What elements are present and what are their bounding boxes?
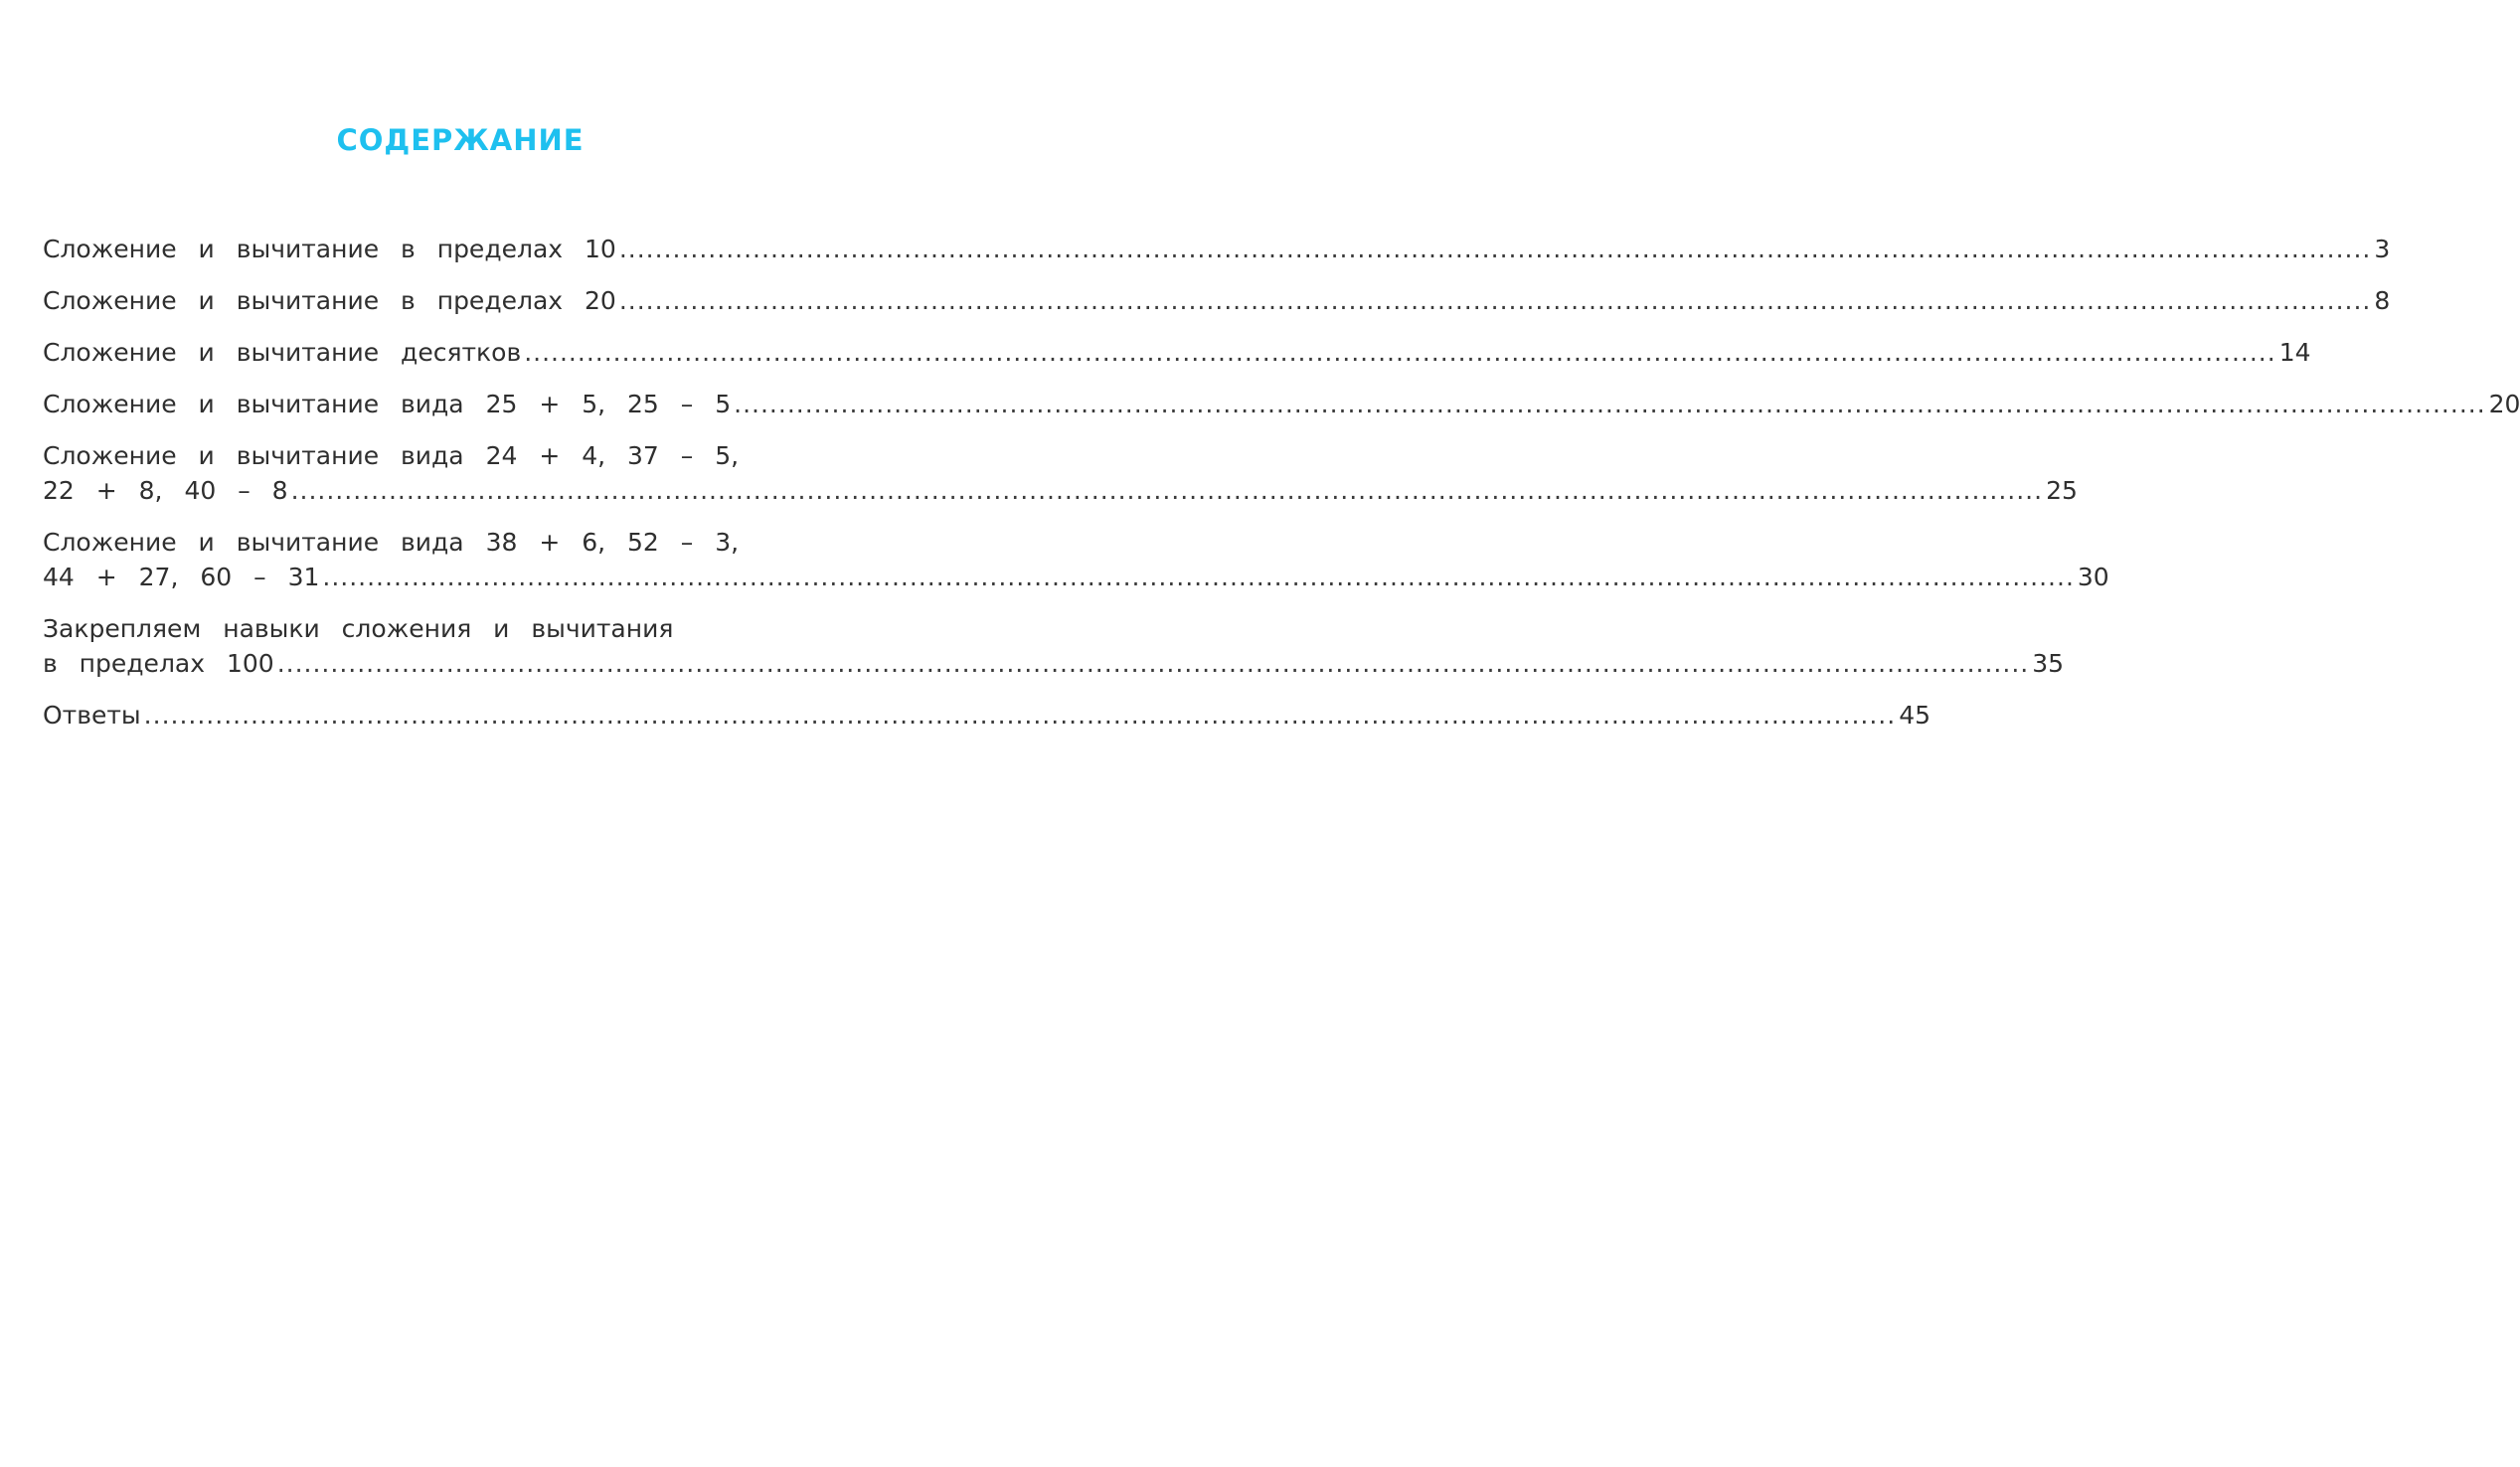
toc-entry[interactable]: [43, 438, 2078, 508]
toc-entry[interactable]: [43, 698, 1931, 733]
toc-entry[interactable]: [43, 525, 2109, 594]
toc-entry[interactable]: [43, 387, 2520, 421]
toc-entry-line: [43, 283, 2391, 318]
toc-entry-title: Ответы: [43, 701, 141, 730]
dot-leader: .....................................................................................................................................................................................................: [322, 563, 2075, 591]
dot-leader: .....................................................................................................................................................................................................: [734, 390, 2486, 418]
toc-entry-line: [43, 698, 1931, 733]
dot-leader: .....................................................................................................................................................................................................: [276, 649, 2030, 678]
dot-leader: .....................................................................................................................................................................................................: [524, 338, 2276, 367]
dot-leader: .....................................................................................................................................................................................................: [143, 701, 1897, 730]
toc-entry-title: Сложение и вычитание вида 25 + 5, 25 – 5: [43, 390, 732, 418]
page-title: СОДЕРЖАНИЕ: [336, 123, 585, 157]
toc-entry-line: [43, 335, 2311, 370]
toc-page-number: 25: [2046, 476, 2078, 505]
toc-page-number: 3: [2374, 235, 2391, 263]
toc-entry-title: Сложение и вычитание в пределах 10: [43, 235, 616, 263]
toc-entry[interactable]: [43, 335, 2311, 370]
dot-leader: .....................................................................................................................................................................................................: [290, 476, 2044, 505]
toc-entry-title: в пределах 100: [43, 649, 274, 678]
toc-entry[interactable]: [43, 611, 2065, 681]
table-of-contents: [43, 232, 2520, 749]
toc-entry-line: [43, 473, 2078, 508]
toc-entry[interactable]: [43, 283, 2391, 318]
dot-leader: .....................................................................................................................................................................................................: [618, 286, 2372, 315]
toc-entry-line: [43, 646, 2065, 681]
toc-entry-title: 44 + 27, 60 – 31: [43, 563, 320, 591]
toc-entry-line: [43, 560, 2109, 594]
toc-entry-title-line1: Сложение и вычитание вида 38 + 6, 52 – 3,: [43, 528, 740, 557]
toc-entry-title: Сложение и вычитание десятков: [43, 338, 522, 367]
toc-entry-line: [43, 387, 2520, 421]
dot-leader: .....................................................................................................................................................................................................: [618, 235, 2372, 263]
toc-page-number: 8: [2374, 286, 2391, 315]
toc-page-number: 14: [2278, 338, 2311, 367]
toc-entry-title-line1: Закрепляем навыки сложения и вычитания: [43, 614, 674, 643]
toc-entry-line: [43, 232, 2391, 266]
toc-entry-title: Сложение и вычитание в пределах 20: [43, 286, 616, 315]
toc-page-number: 30: [2077, 563, 2109, 591]
toc-entry[interactable]: [43, 232, 2391, 266]
toc-page-number: 20: [2488, 390, 2520, 418]
toc-page-number: 35: [2032, 649, 2065, 678]
toc-page-number: 45: [1899, 701, 1931, 730]
toc-entry-title-line1: Сложение и вычитание вида 24 + 4, 37 – 5,: [43, 441, 740, 470]
toc-entry-title: 22 + 8, 40 – 8: [43, 476, 288, 505]
